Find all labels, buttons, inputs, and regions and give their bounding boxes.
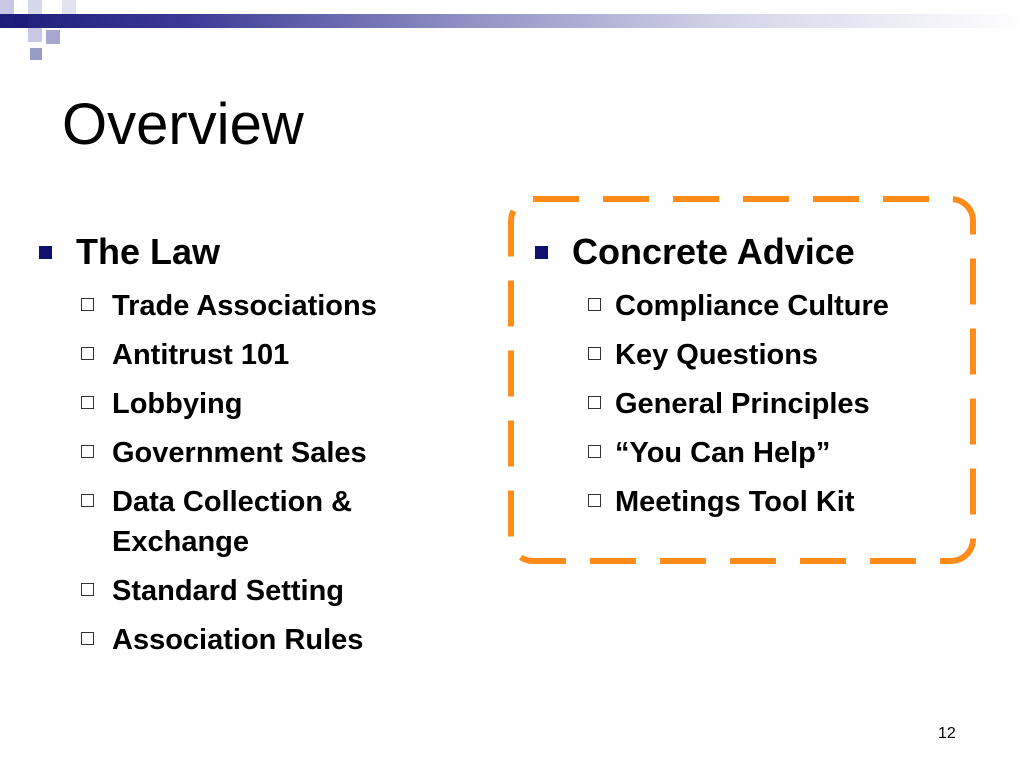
law-topic-list	[36, 286, 466, 660]
hollow-square-bullet-icon	[81, 632, 94, 645]
hollow-square-bullet-icon	[588, 396, 601, 409]
hollow-square-bullet-icon	[81, 494, 94, 507]
list-item-label: Meetings Tool Kit	[615, 486, 855, 518]
left-column	[36, 230, 466, 660]
header-square-icon	[14, 14, 28, 28]
square-bullet-icon	[535, 246, 548, 259]
hollow-square-bullet-icon	[588, 298, 601, 311]
header-square-icon	[28, 0, 42, 14]
list-item	[36, 286, 466, 326]
hollow-square-bullet-icon	[81, 347, 94, 360]
header-square-icon	[0, 0, 14, 14]
hollow-square-bullet-icon	[81, 396, 94, 409]
list-item	[532, 482, 962, 522]
list-item	[36, 620, 466, 660]
list-item	[36, 384, 466, 424]
slide-title: Overview	[62, 92, 304, 157]
list-item-label: Key Questions	[615, 339, 819, 371]
header-square-icon	[62, 0, 76, 14]
section-concrete-advice	[532, 230, 962, 274]
section-the-law	[36, 230, 466, 274]
list-item	[36, 433, 466, 473]
list-item-label: Government Sales	[112, 437, 367, 469]
hollow-square-bullet-icon	[588, 347, 601, 360]
list-item	[532, 335, 962, 375]
hollow-square-bullet-icon	[81, 298, 94, 311]
list-item-label: Association Rules	[112, 624, 364, 656]
list-item-label: Antitrust 101	[112, 339, 290, 371]
list-item-label: General Principles	[615, 388, 870, 420]
header-square-icon	[46, 30, 60, 44]
hollow-square-bullet-icon	[588, 494, 601, 507]
list-item-label: Lobbying	[112, 388, 243, 420]
list-item-label: Data Collection & Exchange	[112, 486, 353, 558]
list-item-label: Trade Associations	[112, 290, 377, 322]
list-item	[36, 482, 432, 562]
right-column	[532, 230, 962, 522]
header-square-icon	[28, 28, 42, 42]
page-number: 12	[938, 725, 956, 742]
square-bullet-icon	[39, 246, 52, 259]
list-item-label: Standard Setting	[112, 575, 345, 607]
list-item	[36, 571, 466, 611]
header-gradient-bar	[0, 14, 1024, 28]
list-item	[532, 433, 962, 473]
header-square-icon	[30, 48, 42, 60]
section-heading: Concrete Advice	[572, 231, 855, 272]
list-item	[532, 384, 962, 424]
list-item-label: “You Can Help”	[615, 437, 831, 469]
hollow-square-bullet-icon	[81, 445, 94, 458]
hollow-square-bullet-icon	[588, 445, 601, 458]
section-heading: The Law	[76, 231, 221, 272]
hollow-square-bullet-icon	[81, 583, 94, 596]
list-item	[532, 286, 962, 326]
list-item	[36, 335, 466, 375]
list-item-label: Compliance Culture	[615, 290, 889, 322]
advice-topic-list	[532, 286, 962, 522]
